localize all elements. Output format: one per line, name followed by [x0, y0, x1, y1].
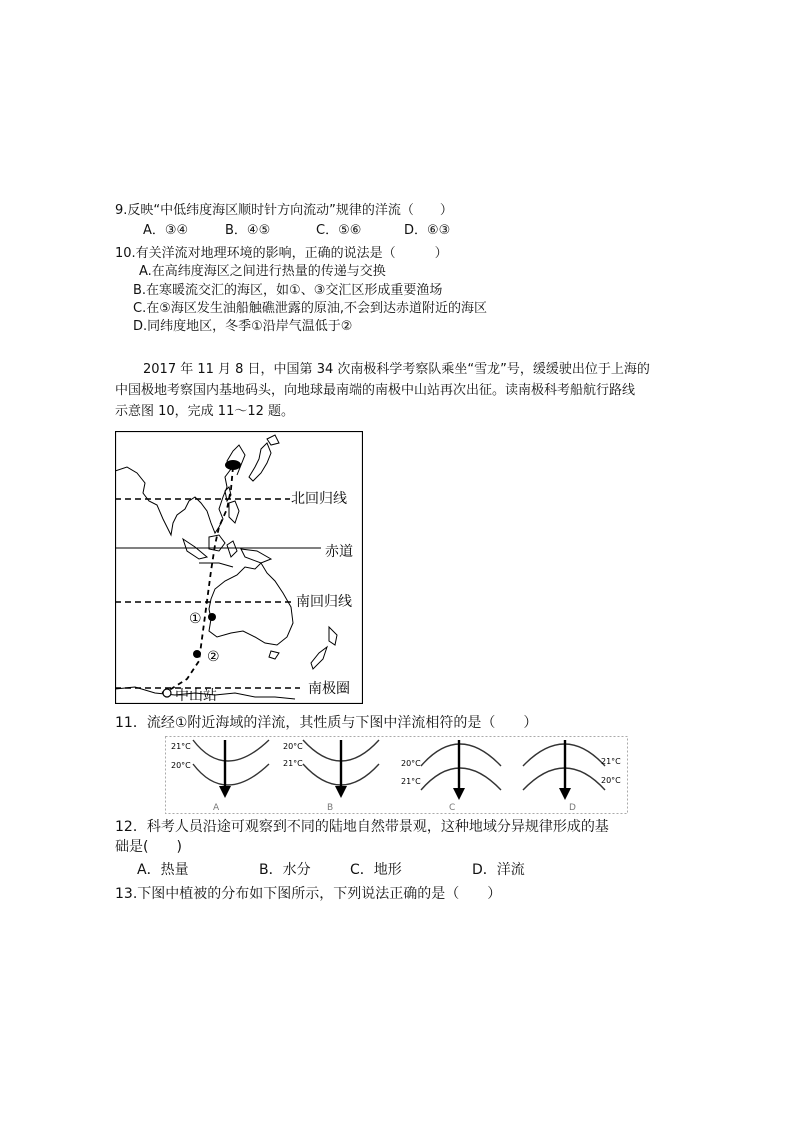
- panel-c-arrowhead: [453, 788, 465, 800]
- panel-c-isotherm-upper: [421, 744, 501, 766]
- q12-option-a: A．热量: [137, 862, 189, 878]
- q12-option-d: D．洋流: [472, 862, 525, 878]
- antarctic-route-map: [115, 431, 363, 704]
- panel-d-letter: D: [569, 803, 576, 813]
- map-frame: [116, 432, 363, 704]
- panel-c-isotherm-lower: [421, 768, 501, 790]
- panel-b: [283, 740, 379, 813]
- panel-d-bottom-temp: 20°C: [601, 776, 621, 785]
- panel-d-top-temp: 21°C: [601, 757, 621, 766]
- q9-option-b: B．④⑤: [225, 223, 271, 238]
- panel-a-arrowhead: [219, 786, 231, 798]
- q9-option-c: C．⑤⑥: [316, 223, 362, 238]
- zhongshan-station-dot: [163, 689, 171, 697]
- q10-stem: 10.有关洋流对地理环境的影响，正确的说法是（ ）: [115, 246, 448, 261]
- q13-stem: 13.下图中植被的分布如下图所示，下列说法正确的是（ ）: [115, 886, 502, 902]
- tropic-cancer-label: 北回归线: [291, 491, 347, 507]
- passage-line-1: 2017 年 11 月 8 日，中国第 34 次南极科学考察队乘坐“雪龙”号，缓缓驶出位于上海的: [143, 362, 650, 377]
- q9-stem: 9.反映“中低纬度海区顺时针方向流动”规律的洋流（ ）: [115, 203, 453, 218]
- q12-stem-line-1: 12．科考人员沿途可观察到不同的陆地自然带景观，这种地域分异规律形成的基: [115, 819, 609, 835]
- point-2-label: ②: [207, 649, 220, 665]
- panel-a-isotherm-upper: [193, 740, 269, 761]
- figure-frame: [166, 737, 628, 814]
- panel-c: [401, 740, 501, 813]
- q10-option-d: D.同纬度地区，冬季①沿岸气温低于②: [133, 319, 353, 334]
- zhongshan-station-label: 中山站: [175, 688, 217, 704]
- point-2-dot: [193, 650, 201, 658]
- panel-b-arrowhead: [335, 786, 347, 798]
- panel-a-top-temp: 21°C: [171, 742, 191, 751]
- q10-option-b: B.在寒暖流交汇的海区，如①、③交汇区形成重要渔场: [133, 283, 443, 298]
- panel-a-bottom-temp: 20°C: [171, 761, 191, 770]
- panel-a-letter: A: [213, 803, 220, 813]
- q12-option-c: C．地形: [350, 862, 402, 878]
- q10-option-a: A.在高纬度海区之间进行热量的传递与交换: [139, 264, 386, 279]
- q12-stem-line-2: 础是( ): [115, 839, 182, 855]
- q9-option-d: D．⑥③: [404, 223, 451, 238]
- tropic-capricorn-label: 南回归线: [296, 594, 352, 610]
- q10-option-c: C.在⑤海区发生油船触礁泄露的原油,不会到达赤道附近的海区: [133, 301, 487, 316]
- passage-line-2: 中国极地考察国内基地码头，向地球最南端的南极中山站再次出征。读南极科考船航行路线: [115, 383, 636, 398]
- passage-line-3: 示意图 10，完成 11～12 题。: [115, 404, 295, 419]
- equator-label: 赤道: [325, 544, 353, 560]
- panel-b-bottom-temp: 21°C: [283, 759, 303, 768]
- panel-c-top-temp: 20°C: [401, 759, 421, 768]
- panel-a-isotherm-lower: [193, 764, 269, 785]
- panel-a: [171, 740, 269, 813]
- q12-option-b: B．水分: [259, 862, 311, 878]
- antarctic-circle-label: 南极圈: [308, 681, 350, 697]
- panel-c-bottom-temp: 21°C: [401, 777, 421, 786]
- panel-d-arrowhead: [559, 788, 571, 800]
- q11-stem: 11．流经①附近海域的洋流，其性质与下图中洋流相符的是（ ）: [115, 715, 538, 731]
- point-1-dot: [208, 613, 216, 621]
- panel-b-top-temp: 20°C: [283, 742, 303, 751]
- panel-b-letter: B: [327, 803, 334, 813]
- panel-d: [523, 740, 621, 813]
- q9-option-a: A．③④: [143, 223, 189, 238]
- ocean-current-isotherm-figure: [165, 736, 628, 814]
- point-1-label: ①: [189, 611, 202, 627]
- panel-c-letter: C: [449, 803, 456, 813]
